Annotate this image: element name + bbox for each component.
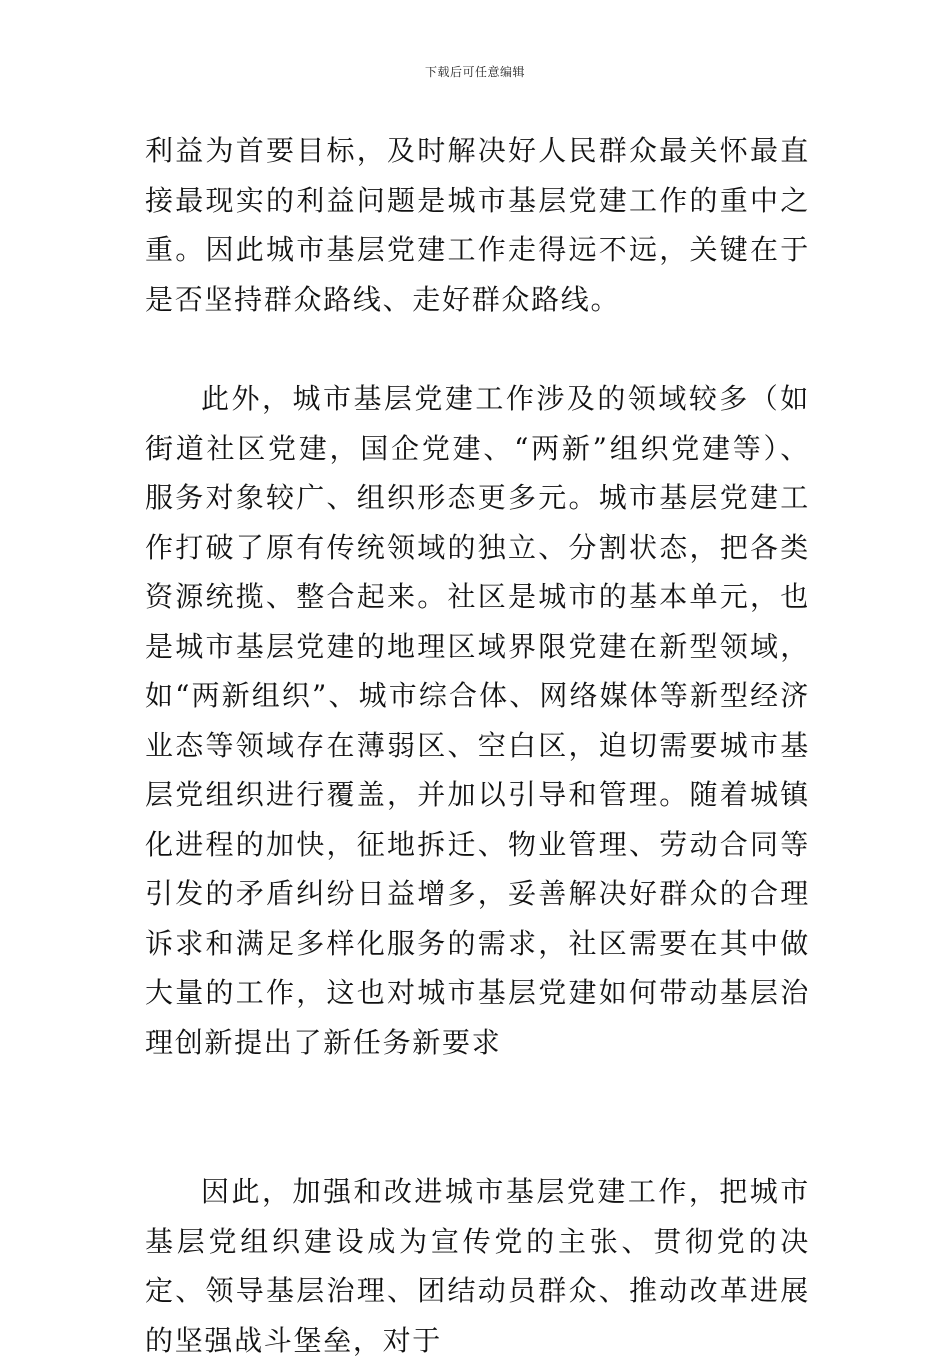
- paragraph-2: 此外，城市基层党建工作涉及的领域较多（如街道社区党建，国企党建、“两新”组织党建等）、服务对象较广、组织形态更多元。城市基层党建工作打破了原有传统领域的独立、分割状态，把各类资源统揽、整合起来。社区是城市的基本单元，也是城市基层党建的地理区域界限党建在新型领域，如“两新组织”、城市综合体、网络媒体等新型经济业态等领域存在薄弱区、空白区，迫切需要城市基层党组织进行覆盖，并加以引导和管理。随着城镇化进程的加快，征地拆迁、物业管理、劳动合同等引发的矛盾纠纷日益增多，妥善解决好群众的合理诉求和满足多样化服务的需求，社区需要在其中做大量的工作，这也对城市基层党建如何带动基层治理创新提出了新任务新要求: [145, 382, 810, 1059]
- page-header: 下载后可任意编辑: [424, 65, 525, 79]
- paragraph-gap: [145, 324, 810, 374]
- document-body: [145, 126, 810, 1365]
- paragraph-1: 利益为首要目标，及时解决好人民群众最关怀最直接最现实的利益问题是城市基层党建工作的重中之重。因此城市基层党建工作走得远不远，关键在于是否坚持群众路线、走好群众路线。: [145, 134, 810, 316]
- paragraph-3: 因此，加强和改进城市基层党建工作，把城市基层党组织建设成为宣传党的主张、贯彻党的决定、领导基层治理、团结动员群众、推动改革进展的坚强战斗堡垒，对于: [145, 1175, 810, 1357]
- paragraph-gap: [145, 1067, 810, 1167]
